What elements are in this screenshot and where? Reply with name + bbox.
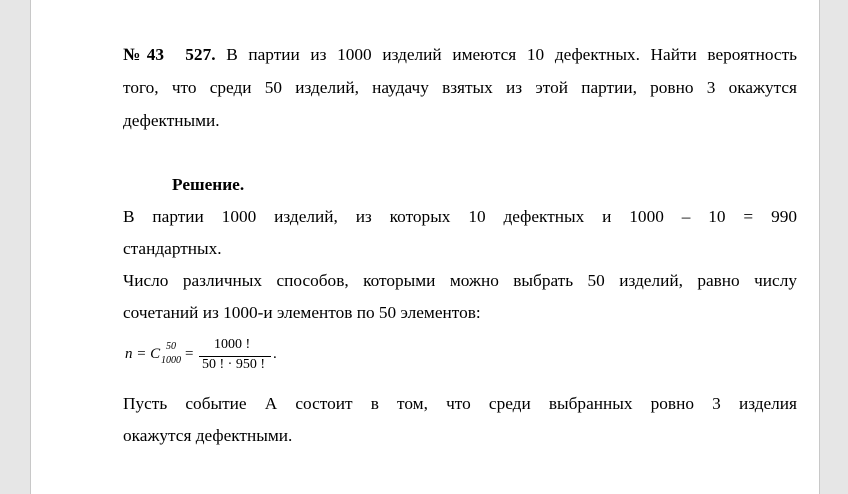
formula-denominator: 50 ! · 950 !	[202, 357, 265, 372]
problem-line-2: того, что среди 50 изделий, наудачу взятых из этой партии, ровно 3 окажутся	[123, 78, 797, 97]
formula-subscript: 1000	[161, 355, 181, 366]
solution-p1-line-1: В партии 1000 изделий, из которых 10 дефектных и 1000 – 10 = 990	[123, 207, 797, 226]
solution-p1-line-2: стандартных.	[123, 239, 222, 258]
formula-numerator: 1000 !	[214, 337, 251, 352]
problem-text-1: В партии из 1000 изделий имеются 10 дефектных. Найти вероятность	[226, 45, 797, 64]
solution-p3-line-1: Пусть событие А состоит в том, что среди выбранных ровно 3 изделия	[123, 394, 797, 413]
problem-code: 527.	[185, 45, 216, 64]
formula-end: .	[273, 346, 277, 362]
solution-heading: Решение.	[172, 175, 245, 194]
document-page	[30, 0, 820, 494]
formula-equals: =	[185, 346, 194, 362]
formula-lhs: n = C	[125, 346, 161, 362]
solution-p2-line-1: Число различных способов, которыми можно выбрать 50 изделий, равно числу	[123, 271, 797, 290]
problem-line-3: дефектными.	[123, 111, 220, 130]
solution-p2-line-2: сочетаний из 1000-и элементов по 50 элементов:	[123, 303, 481, 322]
problem-number: №43	[123, 45, 164, 64]
solution-p3-line-2: окажутся дефектными.	[123, 426, 293, 445]
formula-superscript: 50	[166, 341, 176, 352]
problem-line-1	[123, 45, 797, 65]
